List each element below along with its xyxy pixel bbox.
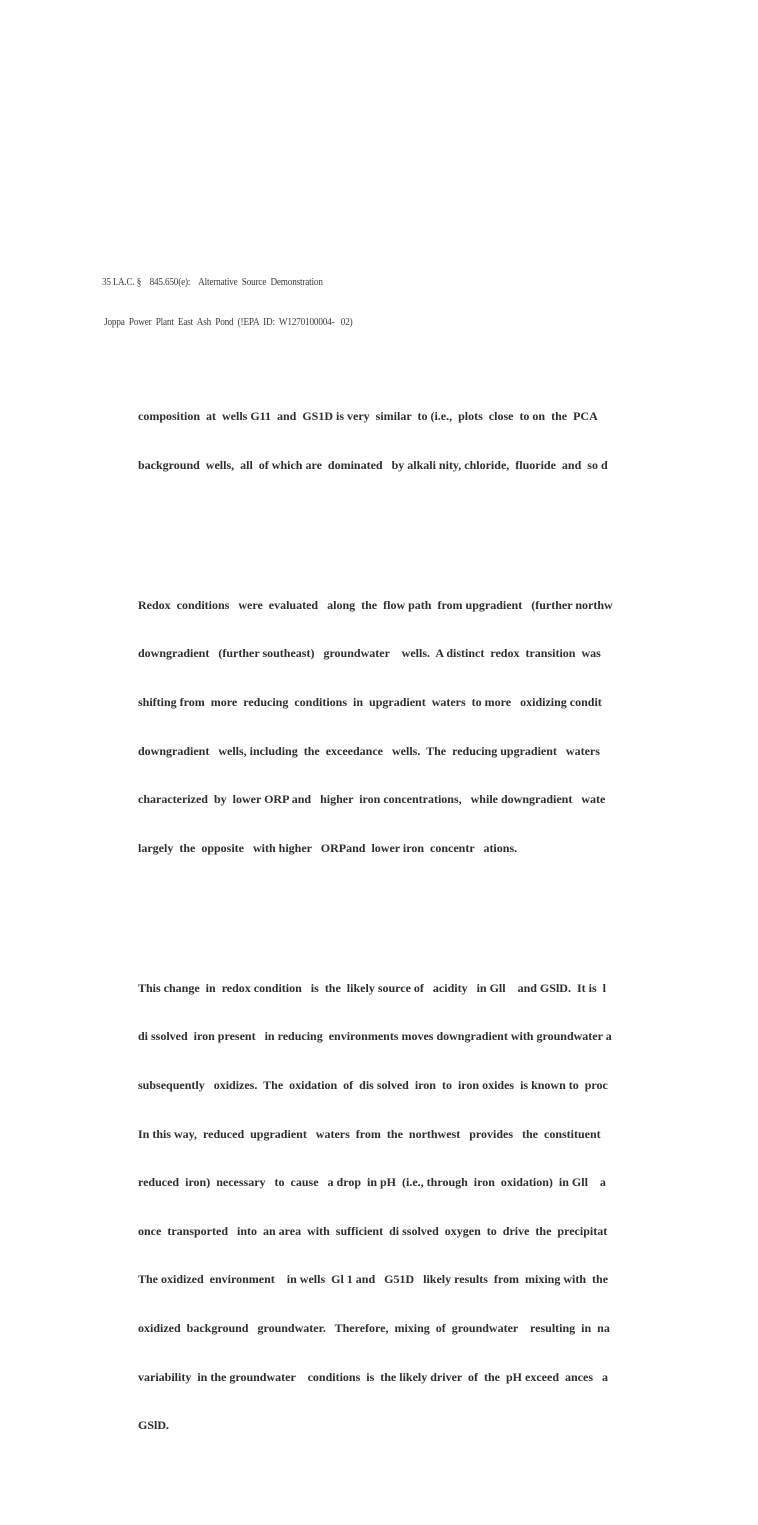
- text-line: reduced iron) necessary to cause a drop in pH (i.e., through iron oxidation) in Gll a: [138, 1175, 606, 1190]
- text-line: subsequently oxidizes. The oxidation of dis solved iron to iron oxides is known to proc: [138, 1077, 608, 1092]
- text-line: variability in the groundwater conditions is the likely driver of the pH exceed ances a: [138, 1369, 608, 1384]
- text-line: downgradient wells, including the exceedance wells. The reducing upgradient waters: [138, 743, 600, 758]
- text-line: oxidized background groundwater. Therefore, mixing of groundwater resulting in na: [138, 1320, 610, 1335]
- header-line-2: Joppa Power Plant East Ash Pond (!EPA ID: W1270100004- 02): [102, 317, 353, 329]
- text-line: composition at wells G11 and GS1D is very similar to (i.e., plots close to on the PCA: [138, 409, 598, 424]
- text-line: downgradient (further southeast) groundwater wells. A distinct redox transition was: [138, 646, 601, 661]
- text-line: This change in redox condition is the likely source of acidity in Gll and GSlD. It is l: [138, 980, 606, 995]
- text-line: In this way, reduced upgradient waters from the northwest provides the constituent: [138, 1126, 601, 1141]
- text-line: shifting from more reducing conditions in upgradient waters to more oxidizing condit: [138, 694, 602, 709]
- body-text: [138, 327, 758, 1525]
- text-line: The oxidized environment in wells Gl 1 and G51D likely results from mixing with the: [138, 1272, 609, 1287]
- text-line: Redox conditions were evaluated along the flow path from upgradient (further northw: [138, 597, 613, 612]
- text-line: characterized by lower ORP and higher iron concentrations, while downgradient wate: [138, 792, 606, 807]
- text-line: largely the opposite with higher ORPand lower iron concentr ations.: [138, 840, 518, 855]
- text-line: background wells, all of which are dominated by alkali nity, chloride, fluoride and so d: [138, 457, 608, 472]
- text-line: once transported into an area with sufficient di ssolved oxygen to drive the precipitat: [138, 1223, 608, 1238]
- paragraph-redox-change: [138, 947, 758, 1465]
- header-line-1: 35 I.A.C. § 845.650(e): Alternative Source Demonstration: [102, 277, 323, 288]
- paragraph-redox-conditions: [138, 564, 758, 888]
- text-line: di ssolved iron present in reducing environments moves downgradient with groundwater a: [138, 1029, 612, 1044]
- text-line: GSlD.: [138, 1418, 170, 1433]
- paragraph-composition: [138, 376, 758, 506]
